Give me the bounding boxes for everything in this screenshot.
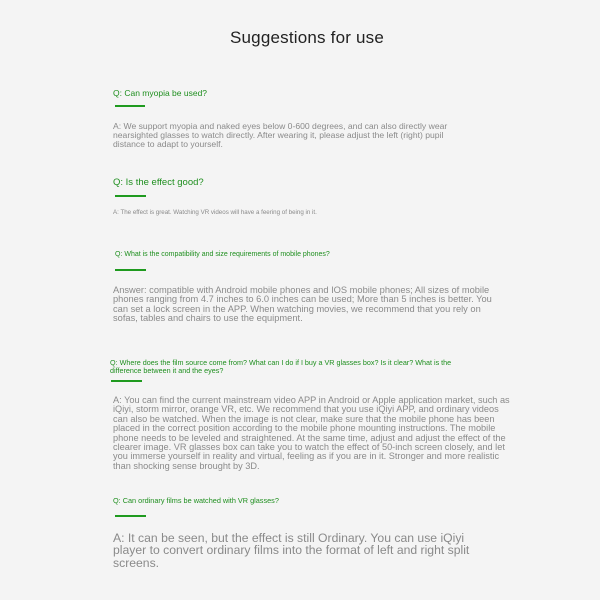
faq-question: Q: Can ordinary films be watched with VR glasses? (113, 496, 279, 505)
faq-answer: A: The effect is great. Watching VR videos will have a feering of being in it. (113, 209, 317, 216)
faq-answer: Answer: compatible with Android mobile phones and IOS mobile phones; All sizes of mobile phones ranging from 4.7 inches to 6.0 inches can be used; More than 5 inches is better. You can set a lock screen in the APP. When watching movies, we recommend that you rely on sofas, tables and chairs to use the equipment. (113, 285, 492, 324)
faq-question: Q: Is the effect good? (113, 177, 204, 188)
faq-answer: A: It can be seen, but the effect is still Ordinary. You can use iQiyi player to convert ordinary films into the format of left and right split screens. (113, 531, 470, 570)
question-underline (115, 105, 145, 107)
question-underline (115, 269, 146, 271)
question-underline (115, 195, 146, 197)
faq-question: Q: Where does the film source come from? What can I do if I buy a VR glasses box? Is it clear? What is the difference between it and the eyes? (110, 358, 452, 376)
faq-answer: A: We support myopia and naked eyes below 0-600 degrees, and can also directly wear nearsighted glasses to watch directly. After wearing it, please adjust the left (right) pupil distance to adapt to yourself. (113, 121, 448, 149)
faq-question: Q: What is the compatibility and size requirements of mobile phones? (115, 251, 330, 258)
question-underline (111, 380, 142, 382)
question-underline (115, 515, 146, 517)
faq-answer: A: You can find the current mainstream video APP in Android or Apple application market, such as iQiyi, storm mirror, orange VR, etc. We recommend that you use iQiyi APP, and ordinary videos can also be watched. When the image is not clear, make sure that the mobile phone has been placed in the correct position according to the mobile phone mounting instructions. The mobile phone needs to be leveled and straightened. At the same time, adjust and adjust the effect of the clearer image. VR glasses box can take you to watch the effect of 50-inch screen closely, and let you immerse yourself in reality and virtual, feeling as if you are in it. Stronger and more realistic than shocking sense brought by 3D. (113, 395, 510, 471)
page-title: Suggestions for use (229, 28, 385, 47)
faq-question: Q: Can myopia be used? (113, 88, 208, 98)
